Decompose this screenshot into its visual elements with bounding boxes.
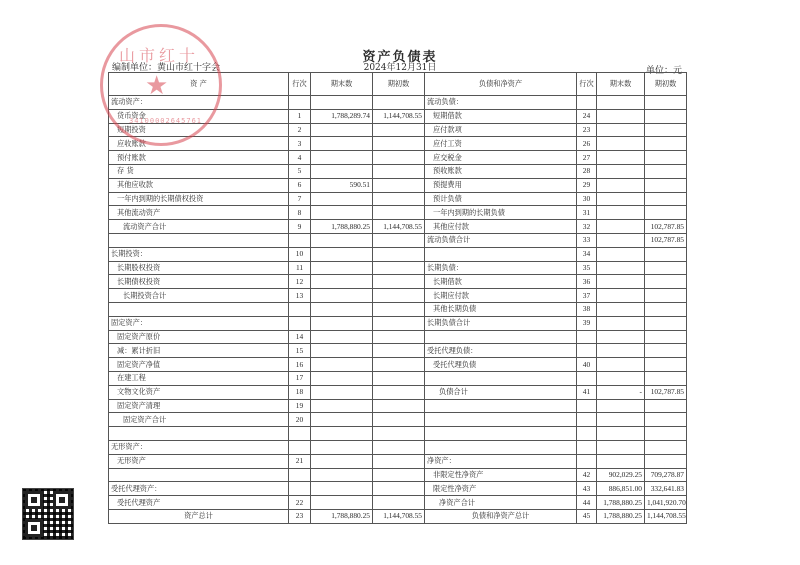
- table-row: [109, 371, 687, 385]
- liability-label: 其他长期负债: [425, 302, 577, 316]
- table-row: [109, 206, 687, 220]
- liability-period-begin: [645, 427, 687, 441]
- liability-period-end: [597, 316, 645, 330]
- asset-label: 预付账款: [109, 151, 289, 165]
- liability-label: [425, 399, 577, 413]
- header-period-begin-2: 期初数: [645, 73, 687, 96]
- asset-period-begin: [373, 399, 425, 413]
- currency-unit: 单位：元: [645, 66, 682, 76]
- liability-period-end: [597, 96, 645, 110]
- asset-period-end: [311, 261, 373, 275]
- liability-period-end: [597, 330, 645, 344]
- liability-period-begin: [645, 440, 687, 454]
- liability-period-begin: [645, 178, 687, 192]
- liability-period-begin: [645, 330, 687, 344]
- asset-label: 流动资产合计: [109, 220, 289, 234]
- table-row: [109, 427, 687, 441]
- liability-period-begin: [645, 371, 687, 385]
- liability-period-end: [597, 220, 645, 234]
- liability-label: 限定性净资产: [425, 482, 577, 496]
- liability-label: 长期负债：: [425, 261, 577, 275]
- asset-label: 长期投资合计: [109, 289, 289, 303]
- table-row: [109, 123, 687, 137]
- liability-label: 应付工资: [425, 137, 577, 151]
- liability-period-begin: 102,787.85: [645, 233, 687, 247]
- liability-label: [425, 371, 577, 385]
- liability-label: [425, 427, 577, 441]
- table-row: [109, 247, 687, 261]
- asset-period-begin: [373, 344, 425, 358]
- asset-label: [109, 302, 289, 316]
- asset-period-end: [311, 316, 373, 330]
- asset-label: 无形资产: [109, 454, 289, 468]
- liability-line-no: 44: [577, 496, 597, 510]
- asset-period-end: [311, 371, 373, 385]
- liability-period-end: [597, 413, 645, 427]
- asset-period-begin: [373, 206, 425, 220]
- header-line-no: 行次: [289, 73, 311, 96]
- asset-period-begin: [373, 289, 425, 303]
- liability-label: 受托代理负债: [425, 358, 577, 372]
- asset-label: 受托代理资产：: [109, 482, 289, 496]
- table-row: [109, 385, 687, 399]
- liability-line-no: 41: [577, 385, 597, 399]
- liability-period-end: [597, 109, 645, 123]
- asset-label: 无形资产：: [109, 440, 289, 454]
- liability-period-begin: [645, 316, 687, 330]
- asset-period-end: 1,788,880.25: [311, 509, 373, 523]
- liability-label: 预提费用: [425, 178, 577, 192]
- asset-line-no: 8: [289, 206, 311, 220]
- asset-period-begin: [373, 96, 425, 110]
- asset-period-end: [311, 289, 373, 303]
- table-row: [109, 261, 687, 275]
- asset-period-end: [311, 96, 373, 110]
- asset-label: 短期投资: [109, 123, 289, 137]
- header-line-no-2: 行次: [577, 73, 597, 96]
- asset-line-no: [289, 482, 311, 496]
- asset-period-begin: [373, 137, 425, 151]
- asset-label: 存 货: [109, 164, 289, 178]
- liability-period-begin: [645, 275, 687, 289]
- liability-period-end: 902,029.25: [597, 468, 645, 482]
- asset-line-no: 5: [289, 164, 311, 178]
- asset-label: 固定资产：: [109, 316, 289, 330]
- asset-period-end: 1,788,880.25: [311, 220, 373, 234]
- asset-line-no: 6: [289, 178, 311, 192]
- liability-period-begin: [645, 261, 687, 275]
- asset-label: 长期股权投资: [109, 261, 289, 275]
- liability-period-begin: [645, 96, 687, 110]
- balance-sheet-table: [108, 72, 687, 524]
- liability-period-end: [597, 371, 645, 385]
- asset-period-begin: [373, 371, 425, 385]
- asset-label: 长期债权投资: [109, 275, 289, 289]
- table-row: [109, 454, 687, 468]
- liability-label: 净资产合计: [425, 496, 577, 510]
- liability-period-end: [597, 275, 645, 289]
- table-row: [109, 109, 687, 123]
- liability-period-begin: [645, 289, 687, 303]
- asset-label: 应收账款: [109, 137, 289, 151]
- liability-label: 负债合计: [425, 385, 577, 399]
- asset-line-no: 12: [289, 275, 311, 289]
- asset-line-no: [289, 427, 311, 441]
- liability-period-end: [597, 358, 645, 372]
- qr-code-icon: [22, 488, 74, 540]
- asset-period-end: [311, 247, 373, 261]
- asset-period-end: [311, 330, 373, 344]
- asset-line-no: 2: [289, 123, 311, 137]
- liability-label: 应交税金: [425, 151, 577, 165]
- liability-line-no: 43: [577, 482, 597, 496]
- liability-period-begin: [645, 206, 687, 220]
- table-row: [109, 192, 687, 206]
- asset-period-begin: 1,144,708.55: [373, 220, 425, 234]
- asset-line-no: 10: [289, 247, 311, 261]
- liability-line-no: [577, 96, 597, 110]
- table-row: [109, 399, 687, 413]
- report-title: 资产负债表: [362, 50, 438, 65]
- liability-label: 预计负债: [425, 192, 577, 206]
- asset-period-end: [311, 233, 373, 247]
- table-row: [109, 482, 687, 496]
- asset-line-no: 20: [289, 413, 311, 427]
- asset-period-end: [311, 427, 373, 441]
- liability-period-begin: [645, 344, 687, 358]
- table-row: [109, 289, 687, 303]
- asset-period-end: [311, 344, 373, 358]
- liability-label: 长期应付款: [425, 289, 577, 303]
- liability-period-end: [597, 151, 645, 165]
- header-period-end-2: 期末数: [597, 73, 645, 96]
- liability-period-begin: 709,278.87: [645, 468, 687, 482]
- liability-line-no: 24: [577, 109, 597, 123]
- liability-line-no: 28: [577, 164, 597, 178]
- liability-period-begin: [645, 399, 687, 413]
- liability-period-begin: [645, 109, 687, 123]
- report-date: 2024年12月31日: [363, 63, 437, 73]
- table-row: [109, 413, 687, 427]
- liability-line-no: 31: [577, 206, 597, 220]
- liability-line-no: [577, 371, 597, 385]
- liability-line-no: 26: [577, 137, 597, 151]
- table-row: [109, 302, 687, 316]
- liability-period-end: [597, 233, 645, 247]
- liability-line-no: 42: [577, 468, 597, 482]
- liability-line-no: [577, 454, 597, 468]
- asset-period-begin: [373, 385, 425, 399]
- liability-label: 负债和净资产总计: [425, 509, 577, 523]
- liability-period-end: [597, 289, 645, 303]
- asset-period-end: [311, 192, 373, 206]
- liability-line-no: 32: [577, 220, 597, 234]
- liability-line-no: 34: [577, 247, 597, 261]
- table-row: [109, 96, 687, 110]
- table-row: [109, 509, 687, 523]
- liability-label: 长期负债合计: [425, 316, 577, 330]
- asset-period-begin: [373, 440, 425, 454]
- asset-label: 长期投资：: [109, 247, 289, 261]
- asset-period-begin: [373, 192, 425, 206]
- liability-label: 短期借款: [425, 109, 577, 123]
- asset-period-end: [311, 302, 373, 316]
- liability-label: 一年内到期的长期负债: [425, 206, 577, 220]
- asset-line-no: 4: [289, 151, 311, 165]
- asset-period-end: [311, 440, 373, 454]
- liability-period-end: -: [597, 385, 645, 399]
- asset-period-end: [311, 123, 373, 137]
- liability-period-end: [597, 427, 645, 441]
- liability-label: 流动负债合计: [425, 233, 577, 247]
- liability-period-end: [597, 344, 645, 358]
- asset-line-no: 3: [289, 137, 311, 151]
- liability-period-begin: 1,041,920.70: [645, 496, 687, 510]
- header-period-begin: 期初数: [373, 73, 425, 96]
- liability-line-no: [577, 399, 597, 413]
- liability-line-no: 39: [577, 316, 597, 330]
- liability-label: 应付款项: [425, 123, 577, 137]
- asset-label: 减：累计折旧: [109, 344, 289, 358]
- asset-label: 在建工程: [109, 371, 289, 385]
- asset-period-end: [311, 358, 373, 372]
- asset-period-begin: [373, 427, 425, 441]
- asset-period-begin: [373, 316, 425, 330]
- liability-label: 长期借款: [425, 275, 577, 289]
- asset-period-end: [311, 206, 373, 220]
- liability-line-no: 37: [577, 289, 597, 303]
- liability-period-begin: [645, 123, 687, 137]
- liability-period-begin: 332,641.83: [645, 482, 687, 496]
- asset-line-no: 16: [289, 358, 311, 372]
- liability-line-no: 27: [577, 151, 597, 165]
- table-row: [109, 151, 687, 165]
- liability-line-no: 45: [577, 509, 597, 523]
- asset-line-no: 23: [289, 509, 311, 523]
- asset-period-end: [311, 137, 373, 151]
- liability-period-end: [597, 454, 645, 468]
- liability-line-no: 35: [577, 261, 597, 275]
- liability-line-no: 40: [577, 358, 597, 372]
- table-row: [109, 344, 687, 358]
- asset-label: 流动资产：: [109, 96, 289, 110]
- liability-label: 流动负债：: [425, 96, 577, 110]
- asset-line-no: [289, 96, 311, 110]
- asset-period-end: [311, 454, 373, 468]
- table-row: [109, 468, 687, 482]
- asset-line-no: 18: [289, 385, 311, 399]
- asset-line-no: [289, 302, 311, 316]
- asset-period-end: [311, 385, 373, 399]
- seal-star-icon: ★: [145, 71, 169, 101]
- liability-period-end: 1,788,880.25: [597, 509, 645, 523]
- liability-period-end: [597, 123, 645, 137]
- asset-period-begin: [373, 151, 425, 165]
- asset-label: 资产总计: [109, 509, 289, 523]
- table-row: [109, 358, 687, 372]
- asset-line-no: 22: [289, 496, 311, 510]
- seal-text: 山市红十: [119, 46, 200, 65]
- liability-period-begin: [645, 192, 687, 206]
- liability-line-no: 33: [577, 233, 597, 247]
- asset-line-no: 21: [289, 454, 311, 468]
- liability-label: 预收账款: [425, 164, 577, 178]
- liability-period-end: [597, 261, 645, 275]
- liability-line-no: 23: [577, 123, 597, 137]
- asset-label: 一年内到期的长期债权投资: [109, 192, 289, 206]
- liability-period-end: 886,851.00: [597, 482, 645, 496]
- liability-period-end: [597, 164, 645, 178]
- liability-period-end: [597, 302, 645, 316]
- liability-period-end: [597, 192, 645, 206]
- table-row: [109, 316, 687, 330]
- liability-line-no: [577, 330, 597, 344]
- asset-period-begin: 1,144,708.55: [373, 509, 425, 523]
- liability-period-end: 1,788,880.25: [597, 496, 645, 510]
- liability-line-no: [577, 440, 597, 454]
- asset-label: 货币资金: [109, 109, 289, 123]
- asset-line-no: 1: [289, 109, 311, 123]
- table-row: [109, 220, 687, 234]
- asset-label: 固定资产原价: [109, 330, 289, 344]
- liability-period-begin: [645, 413, 687, 427]
- asset-line-no: 15: [289, 344, 311, 358]
- asset-line-no: [289, 440, 311, 454]
- asset-label: 受托代理资产: [109, 496, 289, 510]
- liability-period-begin: 1,144,708.55: [645, 509, 687, 523]
- asset-line-no: 9: [289, 220, 311, 234]
- liability-period-begin: 102,787.85: [645, 385, 687, 399]
- asset-label: [109, 233, 289, 247]
- asset-period-begin: [373, 330, 425, 344]
- asset-line-no: [289, 233, 311, 247]
- asset-label: 固定资产合计: [109, 413, 289, 427]
- liability-period-end: [597, 440, 645, 454]
- liability-label: [425, 440, 577, 454]
- asset-period-begin: [373, 233, 425, 247]
- asset-line-no: 19: [289, 399, 311, 413]
- asset-line-no: 13: [289, 289, 311, 303]
- table-header-row: [109, 73, 687, 96]
- liability-line-no: [577, 344, 597, 358]
- asset-period-begin: [373, 454, 425, 468]
- asset-line-no: 17: [289, 371, 311, 385]
- asset-period-end: 590.51: [311, 178, 373, 192]
- asset-label: 固定资产清理: [109, 399, 289, 413]
- asset-period-end: [311, 413, 373, 427]
- liability-label: 其他应付款: [425, 220, 577, 234]
- liability-period-begin: [645, 164, 687, 178]
- asset-period-end: [311, 151, 373, 165]
- liability-period-begin: [645, 151, 687, 165]
- asset-line-no: 14: [289, 330, 311, 344]
- asset-period-begin: [373, 275, 425, 289]
- asset-period-begin: [373, 261, 425, 275]
- liability-period-begin: [645, 137, 687, 151]
- asset-period-begin: [373, 123, 425, 137]
- liability-period-begin: [645, 454, 687, 468]
- asset-period-begin: [373, 482, 425, 496]
- liability-line-no: 36: [577, 275, 597, 289]
- asset-period-end: [311, 482, 373, 496]
- asset-period-end: [311, 275, 373, 289]
- liability-label: [425, 247, 577, 261]
- asset-period-end: [311, 399, 373, 413]
- liability-period-end: [597, 178, 645, 192]
- liability-label: 受托代理负债：: [425, 344, 577, 358]
- asset-line-no: 7: [289, 192, 311, 206]
- asset-period-begin: [373, 358, 425, 372]
- asset-period-begin: [373, 247, 425, 261]
- liability-line-no: 30: [577, 192, 597, 206]
- asset-period-end: 1,788,289.74: [311, 109, 373, 123]
- liability-label: 净资产：: [425, 454, 577, 468]
- liability-period-end: [597, 399, 645, 413]
- asset-label: 其他应收款: [109, 178, 289, 192]
- asset-label: 固定资产净值: [109, 358, 289, 372]
- liability-period-end: [597, 206, 645, 220]
- liability-label: [425, 330, 577, 344]
- liability-label: [425, 413, 577, 427]
- balance-sheet: [108, 72, 686, 521]
- liability-period-end: [597, 137, 645, 151]
- header-assets: 资 产: [109, 73, 289, 96]
- liability-period-begin: 102,787.85: [645, 220, 687, 234]
- asset-period-end: [311, 468, 373, 482]
- asset-period-begin: [373, 164, 425, 178]
- table-row: [109, 233, 687, 247]
- liability-line-no: [577, 427, 597, 441]
- table-row: [109, 275, 687, 289]
- seal-number: 34100002645761: [129, 117, 203, 125]
- table-row: [109, 178, 687, 192]
- liability-line-no: 29: [577, 178, 597, 192]
- header-liabilities: 负债和净资产: [425, 73, 577, 96]
- asset-period-end: [311, 496, 373, 510]
- table-row: [109, 496, 687, 510]
- asset-line-no: [289, 468, 311, 482]
- organization-label: 编制单位：黄山市红十字会: [112, 63, 221, 73]
- asset-label: 其他流动资产: [109, 206, 289, 220]
- table-row: [109, 137, 687, 151]
- liability-label: 非限定性净资产: [425, 468, 577, 482]
- table-row: [109, 440, 687, 454]
- liability-period-end: [597, 247, 645, 261]
- asset-line-no: 11: [289, 261, 311, 275]
- asset-period-begin: [373, 413, 425, 427]
- liability-line-no: [577, 413, 597, 427]
- table-row: [109, 164, 687, 178]
- asset-period-begin: [373, 178, 425, 192]
- asset-period-begin: [373, 468, 425, 482]
- asset-label: [109, 468, 289, 482]
- liability-period-begin: [645, 247, 687, 261]
- liability-line-no: 38: [577, 302, 597, 316]
- asset-period-begin: [373, 496, 425, 510]
- liability-period-begin: [645, 302, 687, 316]
- asset-period-end: [311, 164, 373, 178]
- asset-label: 文物文化资产: [109, 385, 289, 399]
- header-period-end: 期末数: [311, 73, 373, 96]
- table-row: [109, 330, 687, 344]
- asset-period-begin: 1,144,708.55: [373, 109, 425, 123]
- asset-period-begin: [373, 302, 425, 316]
- liability-period-begin: [645, 358, 687, 372]
- asset-label: [109, 427, 289, 441]
- asset-line-no: [289, 316, 311, 330]
